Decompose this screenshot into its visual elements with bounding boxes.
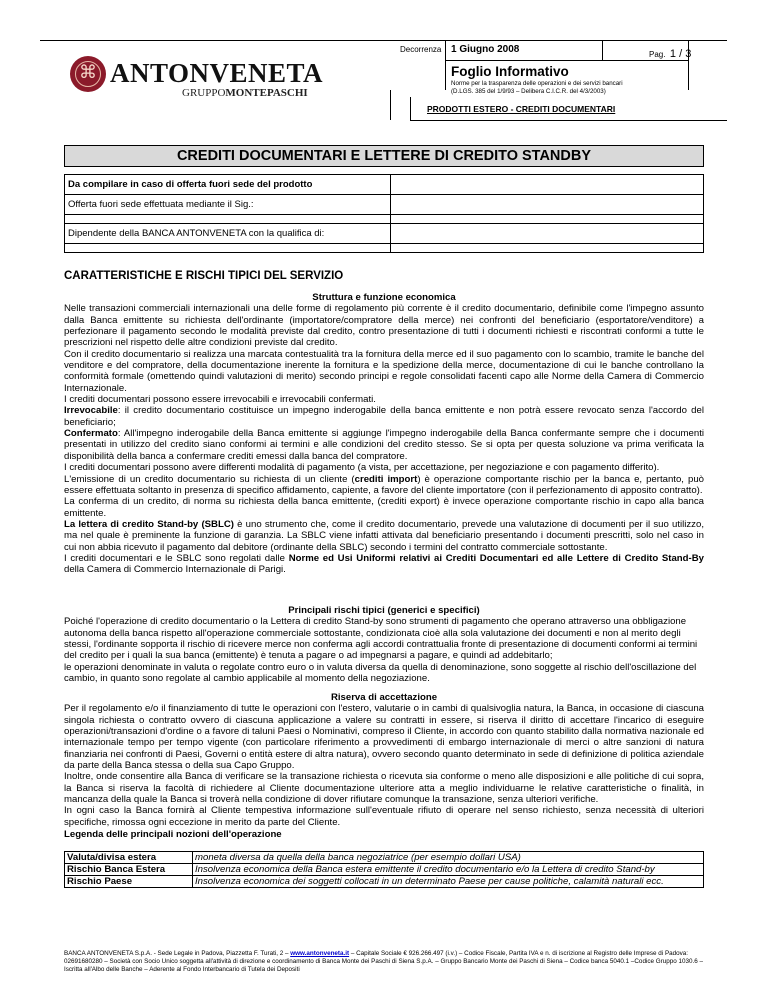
import-text-b: ) è operazione comportante rischio per la banca e, pertanto, può essere effettuata soltanto in presenza di specifico affidamento, capiente, a favore del cliente importatore (con il perfezionamento di apposito contratto). (64, 473, 705, 496)
import-text-a: L'emissione di un credito documentario su richiesta di un cliente ( (64, 473, 355, 485)
riserva-section (64, 692, 704, 828)
footer-text-a: BANCA ANTONVENETA S.p.A. - Sede Legale in Padova, Piazzetta F. Turati, 2 – (64, 950, 291, 957)
section-title: CARATTERISTICHE E RISCHI TIPICI DEL SERVIZIO (64, 270, 344, 282)
form-row-offerta: Offerta fuori sede effettuata mediante il Sig.: (65, 195, 391, 215)
brand-logo: ANTONVENETA (110, 58, 324, 88)
legenda-term: Rischio Paese (65, 876, 193, 888)
riserva-p1: Per il regolamento e/o il finanziamento di tutte le operazioni con l'estero, valutarie o in cambi di qualsivoglia natura, la Banca, in occasione di ciascuna singola richiesta o contratto ovvero di ciascuna applicazione a valere su contratti in essere, si riserva il diritto di accettare l'incarico di eseguire operazioni/transazioni d'ordine o a favore di taluni Paesi o Nominativi, compreso il Cliente, in accordo con quanto stabilito dalla normativa nazionale ed internazionale tempo per tempo vigente (con particolare riferimento a provvedimenti di embargo internazionale di merci o altre sanzioni di natura finanziaria nei confronti di Paesi, Governi o entità estere di altra natura), ovvero secondo quanto determinato in sede di definizione di politica aziendale da parte della Banca stessa o della sua Capo Gruppo. (64, 703, 704, 772)
legenda-definition: Insolvenza economica dei soggetti collocati in un determinato Paese per cause politiche, calamità naturali ecc. (193, 876, 704, 888)
form-offerta-field[interactable] (391, 195, 704, 215)
form-spacer (65, 215, 391, 224)
group-main: MONTEPASCHI (225, 87, 308, 99)
norme-term: Norme ed Usi Uniformi relativi ai Crediti Documentari ed alle Lettere di Credito Stand-By (288, 552, 704, 564)
struttura-section (64, 292, 704, 576)
struttura-p7 (64, 474, 704, 497)
struttura-p1: Nelle transazioni commerciali internazionali una delle forme di regolamento più corrente è il credito documentario, definibile come l'impegno assunto dalla Banca emittente su richiesta dell'ordinante (importatore/compratore della merce) nei confronti del beneficiario (esportatore/venditore) a perfezionare il pagamento secondo le modalità previste dal credito, contro presentazione di tutti i documenti richiesti e riscontrati conformi a tutte le prescrizioni nel rispetto delle altre condizioni previste dal credito. (64, 303, 704, 349)
struttura-p3: I crediti documentari possono essere irrevocabili e irrevocabili confermati. (64, 394, 376, 406)
rischi-p2: le operazioni denominate in valuta o regolate contro euro o in valuta diversa da quella di denominazione, sono soggette al rischio dell'oscillazione del cambio, in quanto sono regolate al cambio applicabile al momento della negoziazione. (64, 661, 697, 685)
import-term: crediti import (354, 473, 418, 485)
decorrenza-date: 1 Giugno 2008 (451, 44, 520, 55)
struttura-p2: Con il credito documentario si realizza una marcata contestualità tra la fornitura della merce ed il suo pagamento con lo scambio, tramite le banche del venditore e del compratore, della documentazione inerente la fornitura e la spedizione della merce, documentazione di cui le banche controllano la conformità formale (omettendo quindi valutazioni di merito) secondo principi e regole consolidati facenti capo alle Norme della Camera di Commercio Internazionale. (64, 348, 704, 394)
struttura-p4 (64, 405, 704, 428)
page-label: Pag. (649, 50, 666, 59)
offer-form-table (64, 174, 704, 253)
table-row (65, 852, 704, 864)
struttura-p9 (64, 519, 704, 553)
sblc-text: è uno strumento che, come il credito documentario, prevede una valutazione di documenti per il suo utilizzo, ma nel quale è preminente la funzione di garanzia. La SBLC viene infatti attivata dal beneficiario presentando i documenti prescritti, solo nel caso in cui non abbia ricevuto il pagamento dal debitore (ordinante della SBLC) secondo i termini del contratto commerciale sottostante. (64, 518, 704, 553)
footer (64, 950, 714, 974)
irrevocabile-term: Irrevocabile (64, 405, 118, 417)
form-dipendente-field[interactable] (391, 224, 704, 244)
table-row (65, 876, 704, 888)
page-number (649, 44, 691, 62)
riserva-title: Riserva di accettazione (330, 692, 438, 703)
irrevocabile-text: : il credito documentario costituisce un impegno inderogabile della banca emittente e non potrà essere revocato senza l'accordo del beneficiario; (64, 405, 704, 428)
doc-title: Foglio Informativo (451, 64, 569, 79)
antonveneta-seal-icon (70, 56, 106, 92)
group-name (182, 87, 308, 99)
norme-text-b: della Camera di Commercio Internazionale di Parigi. (64, 564, 286, 576)
legenda-table (64, 851, 704, 888)
legenda-definition: moneta diversa da quella della banca negoziatrice (per esempio dollari USA) (193, 852, 704, 864)
struttura-p10 (64, 553, 704, 576)
form-spacer-field (391, 244, 704, 253)
doc-note-2: (D.LGS. 385 del 1/9/93 – Delibera C.I.C.R. del 4/3/2003) (451, 88, 606, 95)
form-row-dipendente: Dipendente della BANCA ANTONVENETA con la qualifica di: (65, 224, 391, 244)
sblc-term: La lettera di credito Stand-by (SBLC) (64, 518, 234, 530)
main-title: CREDITI DOCUMENTARI E LETTERE DI CREDITO STANDBY (64, 145, 704, 167)
decorrenza-label: Decorrenza (400, 45, 442, 54)
legenda-definition: Insolvenza economica della Banca estera emittente il credito documentario e/o la Lettera di credito Stand-by (193, 864, 704, 876)
legenda-term: Rischio Banca Estera (65, 864, 193, 876)
footer-text-b: – Capitale Sociale € 926.266.497 (i.v.) – Codice Fiscale, Partita IVA e n. di iscrizione al Registro delle Imprese di Padova: 02691680280 – Società con Socio Unico soggetta all'attività di direzione e coordinamento di Banca Monte dei Paschi di Siena S.p.A. – Gruppo Bancario Monte dei Paschi di Siena – Codice banca 5040.1 –Codice Gruppo 1030.6 – Iscritta all'Albo delle Banche – Aderente al Fondo Interbancario di Tutela dei Depositi (64, 950, 704, 973)
rischi-section (64, 605, 704, 684)
table-row (65, 864, 704, 876)
form-spacer (65, 244, 391, 253)
rischi-p1: Poiché l'operazione di credito documentario o la Lettera di credito Stand-by sono strumenti di pagamento che operano attraverso una obbligazione autonoma della banca rispetto all'operazione commerciale sottostante, condizionata cioè alla sola valutazione dei documenti e non al merito degli stessi, l'ordinante sopporta il rischio di ricevere merce non conferma agli accordi contrattualia fronte di presentazione di documenti conformi ai termini del credito per i quali la sua banca (emittente) è tenuta a pagare o ad impegnarsi a pagare, e quindi ad addebitarlo; (64, 616, 698, 662)
confermato-term: Confermato (64, 428, 118, 440)
doc-note-1: Norme per la trasparenza delle operazioni e dei servizi bancari (451, 80, 623, 87)
struttura-title: Struttura e funzione economica (312, 292, 456, 303)
product-label: PRODOTTI ESTERO - CREDITI DOCUMENTARI (427, 104, 616, 114)
confermato-text: : All'impegno inderogabile della Banca emittente si aggiunge l'impegno inderogabile della Banca confermante sempre che i documenti presentati in utilizzo del credito siano conformi ai termini e alle condizioni del credito stesso. Se si opta per questa soluzione va prima verificata la disponibilità della banca a confermare crediti emessi dalla banca del compratore. (64, 428, 704, 462)
struttura-p6: I crediti documentari possono avere differenti modalità di pagamento (a vista, per accettazione, per negoziazione e con pagamento differito). (64, 462, 660, 474)
rischi-title: Principali rischi tipici (generici e specifici) (288, 605, 480, 616)
legenda-title: Legenda delle principali nozioni dell'operazione (64, 829, 282, 840)
form-spacer-field (391, 215, 704, 224)
norme-text-a: I crediti documentari e le SBLC sono regolati dalle (64, 552, 289, 564)
legenda-term: Valuta/divisa estera (65, 852, 193, 864)
group-prefix: GRUPPO (182, 87, 226, 99)
struttura-p8: La conferma di un credito, di norma su richiesta della banca emittente, (crediti export) è invece operazione comportante rischio in capo alla banca emittente. (64, 496, 704, 519)
form-heading-field[interactable] (391, 175, 704, 195)
riserva-p3: In ogni caso la Banca fornirà al Cliente tempestiva informazione sull'eventuale rifiuto di operare nel senso richiesto, senza necessità di ulteriori specifiche, rimossa ogni eccezione in merito da parte del Cliente. (64, 805, 704, 828)
struttura-p5 (64, 428, 704, 462)
form-heading: Da compilare in caso di offerta fuori sede del prodotto (65, 175, 391, 195)
website-link[interactable]: www.antonveneta.it (290, 950, 350, 957)
riserva-p2: Inoltre, onde consentire alla Banca di verificare se la transazione richiesta o ricevuta sia conforme o meno alle disposizioni e alle politiche di cui sopra, la Banca si riserva la facoltà di richiedere al Cliente documentazione ulteriore atta a meglio individuarne le relative caratteristiche o finalità, in mancanza della quale la Banca si troverà nella condizione di dover rifiutare comunque la transazione, senza ulteriori verifiche. (64, 771, 704, 806)
page-value: 1 / 3 (669, 48, 692, 60)
